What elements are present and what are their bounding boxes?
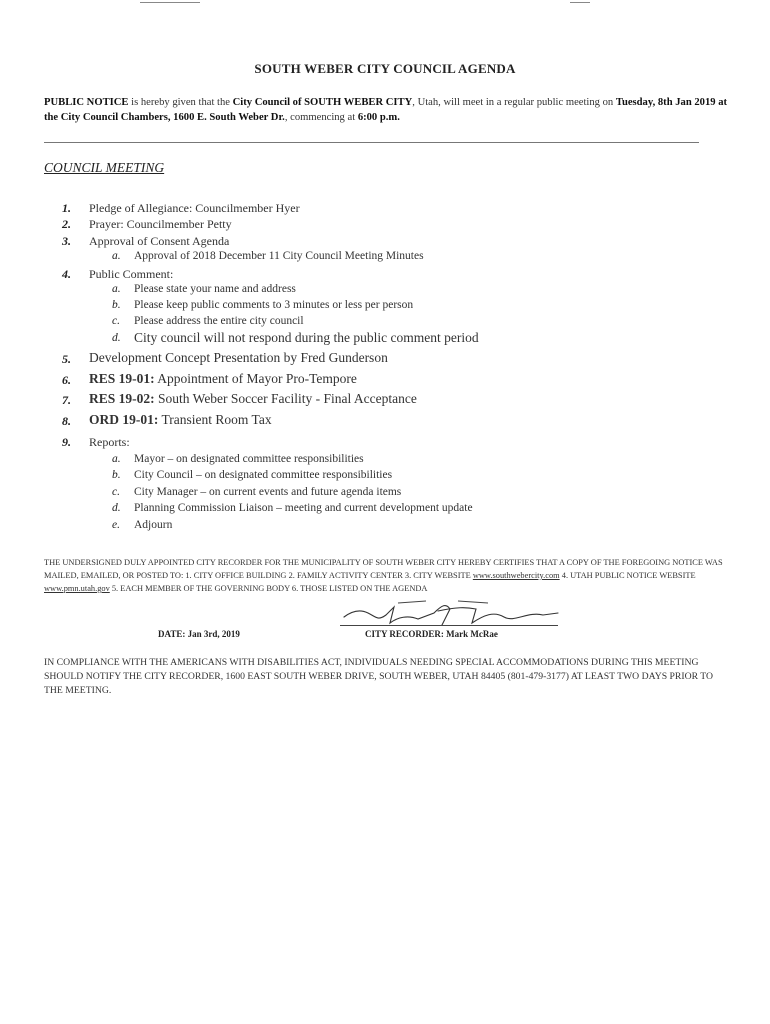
agenda-item: Pledge of Allegiance: Councilmember Hyer	[89, 201, 300, 215]
city-recorder: CITY RECORDER: Mark McRae	[365, 629, 498, 639]
notice-time: 6:00 p.m.	[357, 112, 400, 123]
document-title: SOUTH WEBER CITY COUNCIL AGENDA	[254, 61, 516, 76]
sub-item: Please keep public comments to 3 minutes or less per person	[134, 299, 414, 311]
item-text: Transient Room Tax	[158, 412, 272, 427]
certification-statement	[44, 556, 724, 595]
item-text: South Weber Soccer Facility - Final Acceptance	[154, 391, 417, 406]
item-number: 4.	[62, 267, 71, 281]
public-notice	[44, 95, 734, 125]
notice-text-2: , Utah, will meet in a regular public meeting on	[412, 97, 616, 108]
item-number: 2.	[62, 217, 71, 231]
signature-line	[340, 625, 558, 626]
section-heading: COUNCIL MEETING	[44, 160, 165, 175]
item-number: 8.	[62, 414, 71, 428]
agenda-item: Development Concept Presentation by Fred Gunderson	[89, 350, 388, 365]
sub-letter: d.	[112, 332, 121, 344]
ada-notice: IN COMPLIANCE WITH THE AMERICANS WITH DISABILITIES ACT, INDIVIDUALS NEEDING SPECIAL ACCOMMODATIONS DURING THIS MEETING SHOULD NOTIFY THE CITY RECORDER, 1600 EAST SOUTH WEBER DRIVE, SOUTH WEBER, UTAH 84405 (801-479-3177) AT LEAST TWO DAYS PRIOR TO THE MEETING.	[44, 657, 714, 696]
certification-date: DATE: Jan 3rd, 2019	[158, 629, 240, 639]
item-number: 9.	[62, 435, 71, 449]
sub-letter: a.	[112, 453, 121, 465]
ordinance-code: ORD 19-01:	[89, 412, 159, 427]
notice-date: Tuesday, 8th Jan 2019 at the City Council Chambers, 1600 E. South Weber Dr.	[44, 97, 728, 123]
item-number: 1.	[62, 201, 71, 215]
public-notice-website-link[interactable]: www.pmn.utah.gov	[44, 584, 110, 593]
item-number: 5.	[62, 352, 71, 366]
agenda-item: Public Comment:	[89, 267, 174, 281]
cert-text-3: 5. EACH MEMBER OF THE GOVERNING BODY 6. THOSE LISTED ON THE AGENDA	[109, 584, 428, 593]
notice-text-1: is hereby given that the	[128, 97, 233, 108]
sub-letter: b.	[112, 299, 121, 311]
resolution-code: RES 19-01:	[89, 371, 155, 386]
agenda-item: Prayer: Councilmember Petty	[89, 217, 232, 231]
sub-item: Planning Commission Liaison – meeting and current development update	[134, 502, 473, 514]
item-number: 7.	[62, 393, 71, 407]
city-website-link[interactable]: www.southwebercity.com	[472, 571, 560, 580]
agenda-item: Reports:	[89, 435, 130, 449]
sub-letter: c.	[112, 486, 120, 498]
sub-item: City Council – on designated committee responsibilities	[134, 469, 393, 481]
sub-letter: c.	[112, 315, 120, 327]
agenda-item	[89, 412, 272, 428]
scan-mark	[570, 2, 590, 3]
sub-letter: a.	[112, 250, 121, 262]
sub-item: Mayor – on designated committee responsibilities	[134, 453, 364, 465]
divider-line	[44, 142, 699, 143]
notice-label: PUBLIC NOTICE	[44, 97, 129, 108]
sub-letter: b.	[112, 469, 121, 481]
cert-text-1: THE UNDERSIGNED DULY APPOINTED CITY RECORDER FOR THE MUNICIPALITY OF SOUTH WEBER CITY HEREBY CERTIFIES THAT A COPY OF THE FOREGOING NOTICE WAS MAILED, EMAILED, OR POSTED TO: 1. CITY OFFICE BUILDING 2. FAMILY ACTIVITY CENTER 3. CITY WEBSITE	[44, 558, 723, 580]
resolution-code: RES 19-02:	[89, 391, 155, 406]
item-number: 3.	[62, 234, 71, 248]
sub-item: Adjourn	[134, 519, 173, 531]
sub-item: Please state your name and address	[134, 283, 296, 295]
cert-text-2: 4. UTAH PUBLIC NOTICE WEBSITE	[559, 571, 696, 580]
item-text: Appointment of Mayor Pro-Tempore	[154, 371, 357, 386]
sub-letter: a.	[112, 283, 121, 295]
sub-item: City Manager – on current events and future agenda items	[134, 486, 402, 498]
agenda-item	[89, 371, 357, 387]
sub-letter: d.	[112, 502, 121, 514]
sub-item: Please address the entire city council	[134, 315, 304, 327]
item-number: 6.	[62, 373, 71, 387]
sub-item: City council will not respond during the public comment period	[134, 330, 479, 345]
agenda-item	[89, 391, 417, 407]
sub-item: Approval of 2018 December 11 City Council Meeting Minutes	[134, 250, 424, 262]
notice-text-3: , commencing at	[284, 112, 358, 123]
scan-mark	[140, 2, 200, 3]
sub-letter: e.	[112, 519, 120, 531]
notice-body: City Council of SOUTH WEBER CITY	[232, 97, 413, 108]
agenda-item: Approval of Consent Agenda	[89, 234, 230, 248]
